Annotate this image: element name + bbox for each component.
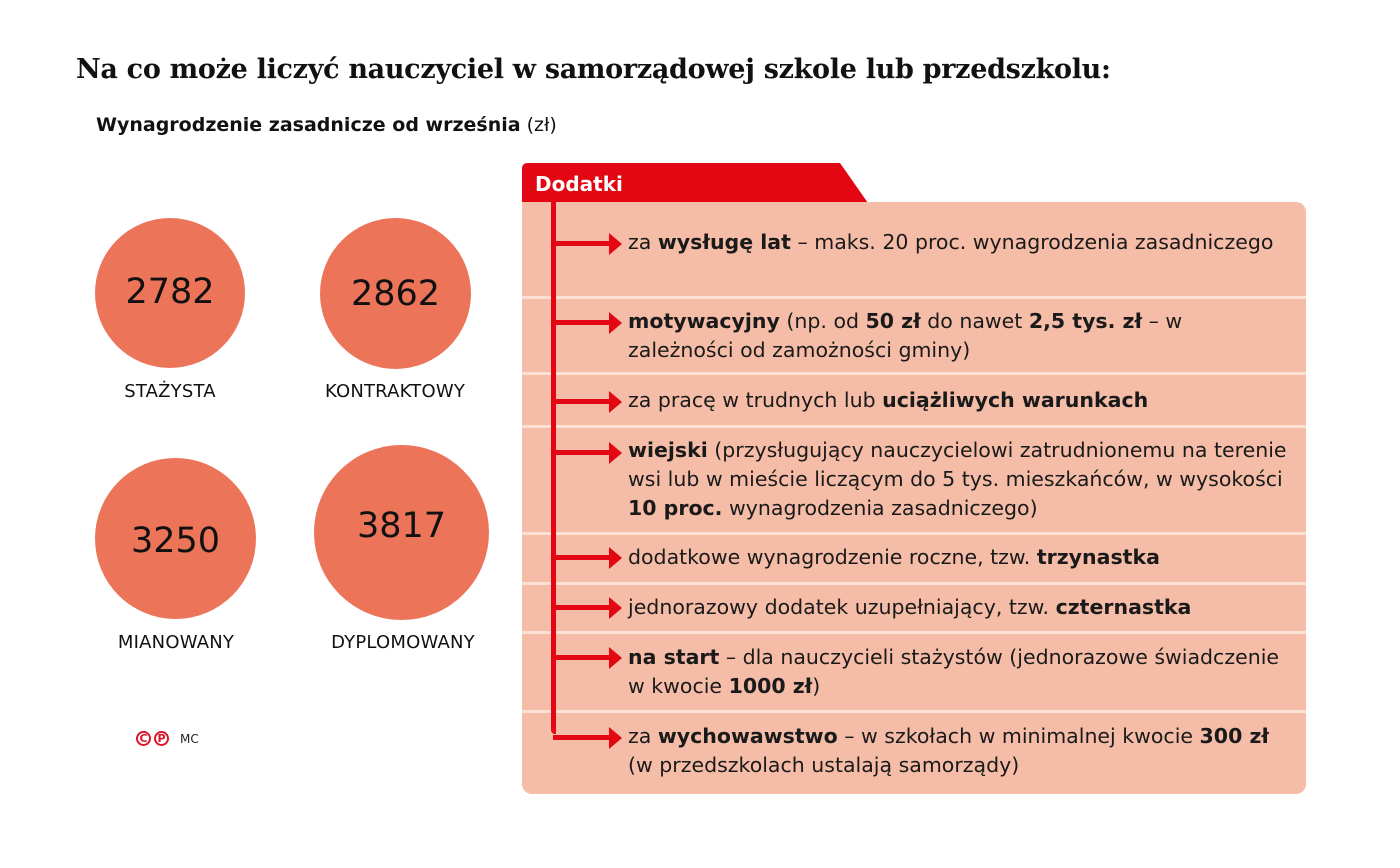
arrow-right-icon (609, 442, 622, 464)
bonus-text: (np. od (779, 309, 866, 333)
bonuses-tab-label: Dodatki (535, 172, 623, 196)
bonus-text-bold: trzynastka (1036, 545, 1160, 569)
arrow-right-icon (609, 547, 622, 569)
bonus-text: wynagrodzenia zasadniczego) (722, 496, 1038, 520)
bonus-item (628, 436, 1293, 523)
bonus-text: za (628, 230, 658, 254)
bonus-item (628, 386, 1293, 415)
arrow-right-icon (609, 391, 622, 413)
bonus-text-bold: wysługę lat (657, 230, 791, 254)
bonus-text-bold: na start (628, 645, 720, 669)
bonus-text: – w szkołach w minimalnej kwocie (837, 724, 1200, 748)
salary-value: 2782 (125, 272, 215, 312)
bonus-item (628, 722, 1293, 780)
salary-value: 3250 (130, 520, 221, 561)
branch-line (553, 605, 609, 610)
bonus-item (628, 228, 1293, 257)
copyright-icon: C (136, 731, 151, 746)
page-title: Na co może liczyć nauczyciel w samorządowej szkole lub przedszkolu: (76, 54, 1111, 85)
bonus-text-bold: czternastka (1055, 595, 1192, 619)
separator (522, 710, 1306, 713)
bonus-text: ) (812, 674, 821, 698)
bonus-text: dodatkowe wynagrodzenie roczne, tzw. (628, 545, 1037, 569)
bonus-text: (przysługujący nauczycielowi zatrudnionemu na terenie wsi lub w mieście liczącym do 5 tys. mieszkańców, w wysokości (628, 438, 1287, 491)
bonus-text: do nawet (920, 309, 1029, 333)
salary-label: KONTRAKTOWY (324, 381, 466, 402)
copyright (136, 731, 199, 746)
bonus-text: za (628, 724, 658, 748)
bonus-item (628, 307, 1293, 365)
separator (522, 582, 1306, 585)
bonus-text-bold: motywacyjny (628, 309, 780, 333)
branch-line (553, 655, 609, 660)
arrow-right-icon (609, 233, 622, 255)
branch-line (553, 399, 609, 404)
phonogram-icon: P (154, 731, 169, 746)
separator (522, 631, 1306, 634)
separator (522, 532, 1306, 535)
bonus-text-bold: 2,5 tys. zł (1028, 309, 1143, 333)
salary-bubble-dyplomowany (314, 445, 489, 620)
subtitle-text: Wynagrodzenie zasadnicze od września (96, 114, 521, 136)
branch-line (553, 555, 609, 560)
salary-value: 3817 (356, 505, 447, 546)
author-initials: MC (180, 731, 199, 746)
salary-bubble-mianowany (95, 458, 256, 619)
salary-label: STAŻYSTA (124, 381, 216, 402)
arrow-right-icon (609, 597, 622, 619)
bonus-text-bold: 1000 zł (728, 674, 813, 698)
branch-line (553, 450, 609, 455)
salary-label: DYPLOMOWANY (331, 632, 475, 653)
arrow-right-icon (609, 727, 622, 749)
branch-line (553, 241, 609, 246)
bonus-text: jednorazowy dodatek uzupełniający, tzw. (628, 595, 1056, 619)
bonus-item (628, 543, 1293, 572)
bonuses-tab (522, 163, 868, 203)
branch-line (553, 320, 609, 325)
bonus-text-bold: 50 zł (865, 309, 921, 333)
bonus-text-bold: 10 proc. (628, 496, 723, 520)
bonus-text: za pracę w trudnych lub (628, 388, 883, 412)
bonus-text: (w przedszkolach ustalają samorządy) (628, 753, 1020, 777)
separator (522, 372, 1306, 375)
bonus-text: – w zależności od zamożności gminy) (628, 309, 1183, 362)
salary-value: 2862 (350, 273, 441, 314)
salary-bubble-stazysta (95, 218, 245, 368)
bonus-item (628, 643, 1293, 701)
bonus-text-bold: uciążliwych warunkach (882, 388, 1149, 412)
bonus-text: – maks. 20 proc. wynagrodzenia zasadniczego (790, 230, 1274, 254)
arrow-right-icon (609, 647, 622, 669)
bonus-text-bold: 300 zł (1199, 724, 1270, 748)
salary-label: MIANOWANY (117, 632, 235, 653)
bonus-text-bold: wiejski (628, 438, 708, 462)
arrow-right-icon (609, 312, 622, 334)
separator (522, 425, 1306, 428)
subtitle-unit: (zł) (526, 114, 557, 136)
bonus-text-bold: wychowawstwo (657, 724, 838, 748)
separator (522, 296, 1306, 299)
salary-bubble-kontraktowy (320, 218, 471, 369)
bonus-item (628, 593, 1293, 622)
bonus-text: – dla nauczycieli stażystów (jednorazowe świadczenie w kwocie (628, 645, 1279, 698)
section-subtitle (96, 114, 557, 136)
branch-line (553, 735, 609, 740)
